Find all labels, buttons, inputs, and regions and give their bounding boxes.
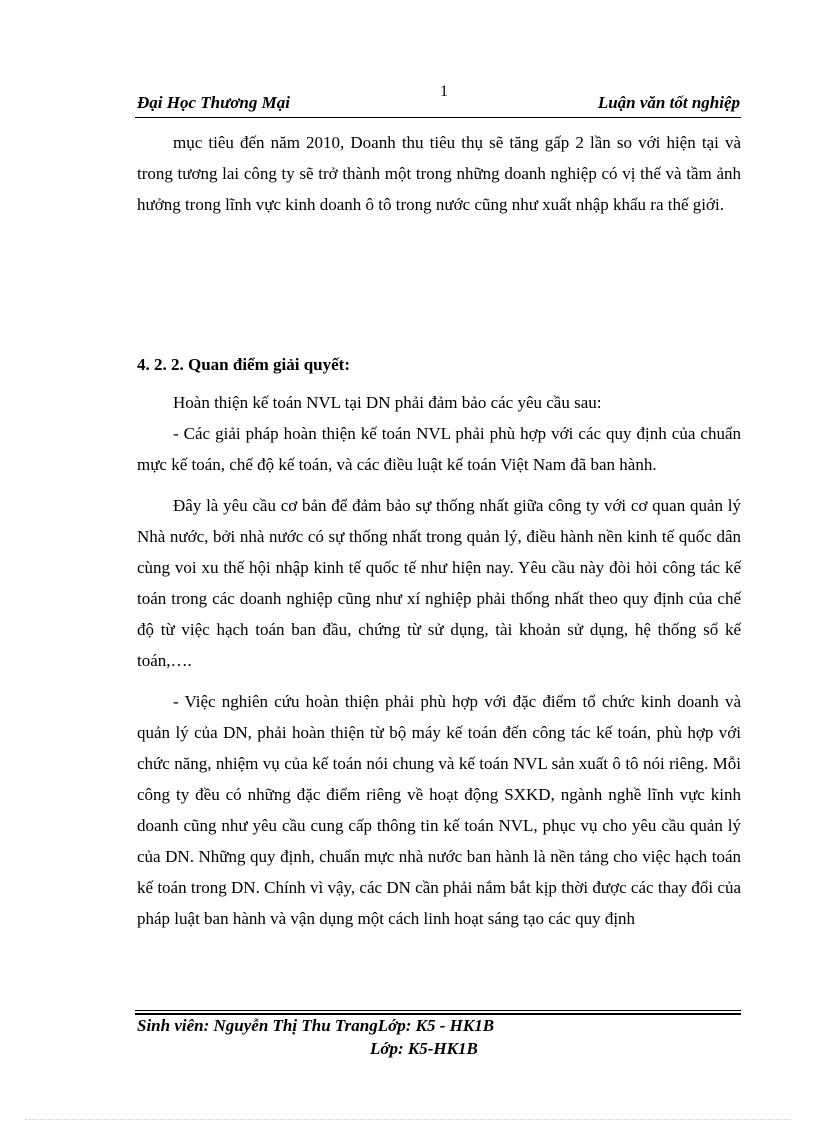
requirement-explanation: Đây là yêu cầu cơ bản để đảm bảo sự thống nhất giữa công ty với cơ quan quản lý Nhà nước, bởi nhà nước có sự thống nhất trong quản lý, điều hành nền kinh tế quốc dân cùng voi xu thế hội nhập kinh tế quốc tế như hiện nay. Yêu cầu này đòi hỏi công tác kế toán trong các doanh nghiệp cũng như xí nghiệp phải thống nhất theo quy định của chế độ từ việc hạch toán ban đầu, chứng từ sử dụng, tài khoản sử dụng, hệ thống sổ kế toán,…. [137, 496, 741, 670]
page-number: 1 [440, 83, 448, 100]
section-intro: Hoàn thiện kế toán NVL tại DN phải đảm bảo các yêu cầu sau: [173, 393, 602, 412]
requirement-point-2: - Việc nghiên cứu hoàn thiện phải phù hợp với đặc điểm tổ chức kinh doanh và quản lý của DN, phải hoàn thiện từ bộ máy kế toán đến công tác kế toán, phù hợp với chức năng, nhiệm vụ của kế toán nói chung và kế toán NVL sản xuất ô tô nói riêng. Mỗi công ty đều có những đặc điểm riêng về hoạt động SXKD, ngành nghề lĩnh vực kinh doanh cũng như yêu cầu cung cấp thông tin kế toán NVL, phục vụ cho yêu cầu quản lý của DN. Những quy định, chuẩn mực nhà nước ban hành là nền tảng cho việc hạch toán kế toán trong DN. Chính vì vậy, các DN cần phải nắm bắt kịp thời được các thay đổi của pháp luật ban hành và vận dụng một cách linh hoạt sáng tạo các quy định [137, 692, 741, 928]
header-document-type: Luận văn tốt nghiệp [597, 93, 740, 112]
section-body [137, 387, 741, 934]
footer-divider-thick [135, 1013, 741, 1015]
requirement-point-1: - Các giải pháp hoàn thiện kế toán NVL phải phù hợp với các quy định của chuẩn mực kế toán, chế độ kế toán, và các điều luật kế toán Việt Nam đã ban hành. [137, 424, 741, 474]
paragraph-continued: mục tiêu đến năm 2010, Doanh thu tiêu thụ sẽ tăng gấp 2 lần so với hiện tại và trong tương lai công ty sẽ trở thành một trong những doanh nghiệp có vị thế và tầm ảnh hưởng trong lĩnh vực kinh doanh ô tô trong nước cũng như xuất nhập khẩu ra thế giới. [137, 133, 741, 214]
footer-divider-thin [135, 1010, 741, 1011]
page-bottom-edge [25, 1119, 791, 1120]
header-university: Đại Học Thương Mại [137, 93, 290, 112]
section-heading: 4. 2. 2. Quan điểm giải quyết: [137, 355, 350, 374]
top-paragraph-block [137, 127, 741, 220]
footer-class-info: Lớp: K5-HK1B [370, 1039, 478, 1058]
footer-student-info: Sinh viên: Nguyễn Thị Thu TrangLớp: K5 - HK1B [137, 1016, 495, 1035]
header-divider [135, 117, 741, 118]
